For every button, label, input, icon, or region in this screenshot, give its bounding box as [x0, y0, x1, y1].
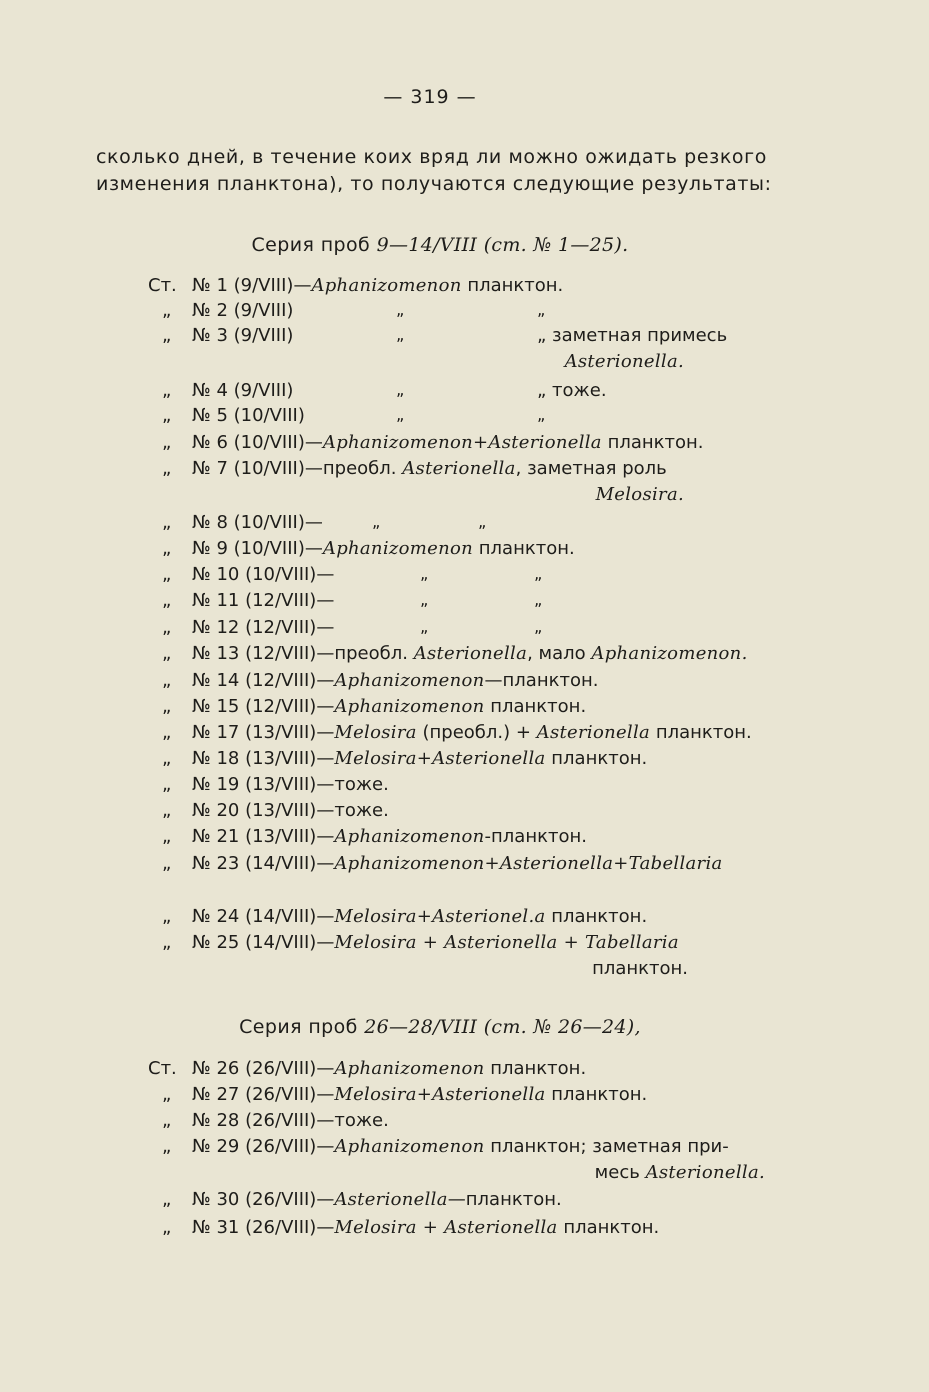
- row-text: (преобл.) +: [416, 722, 537, 743]
- row-separator: —: [293, 275, 312, 296]
- row-text: месь: [594, 1162, 646, 1183]
- station-number: № 11: [192, 590, 246, 611]
- row-body: [192, 617, 334, 638]
- sample-date: (10/VIII): [233, 405, 305, 426]
- sample-date: (10/VIII): [233, 432, 305, 453]
- row-body: [192, 1084, 647, 1105]
- station-number: № 31: [192, 1217, 246, 1238]
- row-text: планктон.: [592, 958, 688, 979]
- taxon-name: Aphanizomenon: [334, 1058, 485, 1079]
- list-item: [148, 325, 788, 349]
- ditto-mark: „: [396, 300, 405, 319]
- taxon-name: Asterionella: [536, 722, 651, 743]
- sample-date: (9/VIII): [233, 300, 294, 321]
- row-note: „ заметная примесь: [537, 325, 728, 346]
- row-separator: —тоже.: [316, 800, 389, 821]
- sample-date: (13/VIII): [245, 800, 317, 821]
- taxon-name: Aphanizomenon: [334, 1136, 485, 1157]
- station-number: № 14: [192, 670, 246, 691]
- station-number: № 24: [192, 906, 246, 927]
- row-text: —планктон.: [447, 1189, 562, 1210]
- list-item: [148, 932, 788, 956]
- row-body: [192, 1058, 586, 1079]
- series-heading-stations: (ст. № 1—25).: [483, 234, 629, 256]
- list-item: [148, 643, 788, 667]
- station-number: № 10: [192, 564, 246, 585]
- station-number: № 21: [192, 826, 246, 847]
- row-separator: —: [316, 1136, 335, 1157]
- sample-date: (10/VIII)—: [233, 512, 323, 533]
- sample-date: (14/VIII): [245, 853, 317, 874]
- row-separator: —: [316, 932, 335, 953]
- list-item: [148, 1084, 788, 1108]
- sample-date: (26/VIII): [245, 1136, 317, 1157]
- sample-date: (12/VIII)—: [245, 590, 335, 611]
- taxon-name: Melosira+Asterionella: [334, 748, 546, 769]
- taxon-name: Aphanizomenon: [311, 275, 462, 296]
- station-number: № 18: [192, 748, 246, 769]
- sample-date: (26/VIII): [245, 1084, 317, 1105]
- row-body: [192, 325, 293, 346]
- sample-date: (10/VIII): [233, 538, 305, 559]
- station-number: № 28: [192, 1110, 246, 1131]
- row-prefix: Ст.: [148, 275, 177, 296]
- taxon-name: Aphanizomenon: [334, 696, 485, 717]
- row-prefix: „: [162, 512, 172, 533]
- list-item: [148, 590, 788, 614]
- station-number: № 27: [192, 1084, 246, 1105]
- intro-line-2: изменения планктона), то получаются следующие результаты:: [96, 173, 772, 195]
- taxon-name: Aphanizomenon.: [591, 643, 748, 664]
- row-body: [192, 432, 704, 453]
- station-number: № 15: [192, 696, 246, 717]
- list-item: [148, 774, 788, 798]
- list-item: [148, 826, 788, 850]
- row-separator: —тоже.: [316, 774, 389, 795]
- station-number: № 25: [192, 932, 246, 953]
- taxon-name: Asterionella.: [564, 351, 684, 372]
- station-number: № 3: [192, 325, 234, 346]
- row-text: планктон.: [473, 538, 575, 559]
- row-prefix: „: [162, 1189, 172, 1210]
- station-number: № 20: [192, 800, 246, 821]
- sample-date: (10/VIII): [233, 458, 305, 479]
- ditto-mark: „: [534, 564, 543, 583]
- row-separator: —: [316, 826, 335, 847]
- taxon-name: Melosira+Asterionel.a: [334, 906, 546, 927]
- series-heading-2: [0, 1016, 880, 1038]
- taxon-name: Melosira: [334, 722, 417, 743]
- row-prefix: „: [162, 325, 172, 346]
- station-number: № 26: [192, 1058, 246, 1079]
- row-text: планктон.: [650, 722, 752, 743]
- row-prefix: „: [162, 458, 172, 479]
- sample-date: (26/VIII): [245, 1058, 317, 1079]
- taxon-name: Asterionella: [413, 643, 528, 664]
- station-number: № 2: [192, 300, 234, 321]
- row-separator: —: [316, 1058, 335, 1079]
- ditto-mark: „: [420, 617, 429, 636]
- row-separator: —: [316, 1084, 335, 1105]
- sample-date: (12/VIII): [245, 643, 317, 664]
- row-body: [192, 774, 389, 795]
- row-body: [192, 538, 575, 559]
- list-item: [148, 458, 788, 482]
- station-number: № 23: [192, 853, 246, 874]
- row-separator: —: [316, 1217, 335, 1238]
- row-separator: —преобл.: [316, 643, 414, 664]
- row-body: [192, 670, 598, 691]
- list-item: [148, 432, 788, 456]
- station-number: № 12: [192, 617, 246, 638]
- row-body: [192, 564, 334, 585]
- row-body: [192, 300, 293, 321]
- row-prefix: „: [162, 722, 172, 743]
- sample-date: (13/VIII): [245, 826, 317, 847]
- row-separator: —: [316, 722, 335, 743]
- series-heading-prefix: Серия проб: [239, 1016, 358, 1038]
- list-item: [148, 1058, 788, 1082]
- sample-date: (9/VIII): [233, 325, 294, 346]
- row-body: [192, 722, 752, 743]
- row-separator: —тоже.: [316, 1110, 389, 1131]
- row-text: планктон.: [545, 906, 648, 927]
- row-body: [192, 800, 389, 821]
- row-prefix: „: [162, 617, 172, 638]
- list-item: [148, 800, 788, 824]
- sample-date: (9/VIII): [233, 275, 294, 296]
- taxon-name: Melosira + Asterionella: [334, 1217, 558, 1238]
- taxon-name: Aphanizomenon: [334, 826, 485, 847]
- page-number: — 319 —: [383, 86, 477, 108]
- station-number: № 13: [192, 643, 246, 664]
- list-item: [148, 300, 788, 324]
- ditto-mark: „: [534, 590, 543, 609]
- list-item: [148, 696, 788, 720]
- row-body: [192, 748, 647, 769]
- row-text: планктон.: [484, 1058, 587, 1079]
- sample-date: (26/VIII): [245, 1110, 317, 1131]
- row-separator: —: [304, 538, 323, 559]
- list-item: [148, 853, 788, 877]
- row-body: [192, 590, 334, 611]
- row-text: планктон; заметная при-: [484, 1136, 729, 1157]
- sample-date: (9/VIII): [233, 380, 294, 401]
- intro-line-1: сколько дней, в течение коих вряд ли можно ожидать резкого: [96, 146, 767, 168]
- row-prefix: „: [162, 380, 172, 401]
- continuation-line: [595, 1162, 765, 1183]
- row-note: „ тоже.: [537, 380, 607, 401]
- station-number: № 30: [192, 1189, 246, 1210]
- row-body: [192, 906, 647, 927]
- row-prefix: „: [162, 1217, 172, 1238]
- row-body: [192, 1110, 389, 1131]
- list-item: [148, 538, 788, 562]
- list-item: [148, 512, 788, 536]
- row-text: планктон.: [557, 1217, 660, 1238]
- row-prefix: „: [162, 670, 172, 691]
- row-prefix: „: [162, 800, 172, 821]
- list-item: [148, 1136, 788, 1160]
- row-prefix: „: [162, 538, 172, 559]
- continuation-line: [565, 351, 684, 372]
- ditto-mark: „: [420, 564, 429, 583]
- ditto-mark: „: [396, 325, 405, 344]
- ditto-mark: „: [396, 380, 405, 399]
- ditto-mark: „: [537, 405, 546, 424]
- row-body: [192, 853, 723, 874]
- row-text: , мало: [527, 643, 592, 664]
- taxon-name: Melosira + Asterionella + Tabellaria: [334, 932, 679, 953]
- list-item: [148, 405, 788, 429]
- row-text: —планктон.: [484, 670, 599, 691]
- sample-date: (13/VIII): [245, 722, 317, 743]
- row-text: , заметная роль: [515, 458, 667, 479]
- row-separator: —: [316, 906, 335, 927]
- station-number: № 4: [192, 380, 234, 401]
- row-prefix: „: [162, 405, 172, 426]
- taxon-name: Aphanizomenon: [322, 538, 474, 559]
- taxon-name: Melosira.: [595, 484, 684, 505]
- taxon-name: Asterionella: [334, 1189, 448, 1210]
- row-prefix: „: [162, 1136, 172, 1157]
- row-body: [192, 643, 748, 664]
- ditto-mark: „: [420, 590, 429, 609]
- row-text: планктон.: [545, 1084, 648, 1105]
- series-heading-1: [0, 234, 880, 256]
- sample-date: (26/VIII): [245, 1189, 317, 1210]
- sample-date: (12/VIII): [245, 696, 317, 717]
- row-separator: —: [316, 853, 335, 874]
- series-heading-prefix: Серия проб: [251, 234, 371, 256]
- row-separator: —: [316, 748, 335, 769]
- station-number: № 5: [192, 405, 234, 426]
- row-separator: —преобл.: [304, 458, 403, 479]
- row-prefix: „: [162, 432, 172, 453]
- row-prefix: „: [162, 1084, 172, 1105]
- sample-date: (14/VIII): [245, 906, 317, 927]
- station-number: № 1: [192, 275, 234, 296]
- taxon-name: Aphanizomenon+Asterionella+Tabellaria: [334, 853, 723, 874]
- list-item: [148, 1189, 788, 1213]
- ditto-mark: „: [396, 405, 405, 424]
- station-number: № 6: [192, 432, 234, 453]
- row-separator: —: [316, 670, 335, 691]
- list-item: [148, 564, 788, 588]
- row-body: [192, 512, 323, 533]
- continuation-line: [592, 958, 688, 979]
- taxon-name: Aphanizomenon: [334, 670, 485, 691]
- row-prefix: Ст.: [148, 1058, 177, 1079]
- row-prefix: „: [162, 300, 172, 321]
- series-heading-stations: (ст. № 26—24),: [483, 1016, 641, 1038]
- row-body: [192, 1136, 729, 1157]
- station-number: № 29: [192, 1136, 246, 1157]
- continuation-line: [596, 484, 684, 505]
- row-body: [192, 380, 293, 401]
- list-item: [148, 722, 788, 746]
- station-number: № 9: [192, 538, 234, 559]
- station-number: № 19: [192, 774, 246, 795]
- list-item: [148, 670, 788, 694]
- taxon-name: Asterionella.: [645, 1162, 765, 1183]
- row-text: -планктон.: [484, 826, 587, 847]
- list-item: [148, 275, 788, 299]
- sample-date: (26/VIII): [245, 1217, 317, 1238]
- sample-date: (13/VIII): [245, 774, 317, 795]
- sample-date: (12/VIII)—: [245, 617, 335, 638]
- row-separator: —: [304, 432, 323, 453]
- row-prefix: „: [162, 564, 172, 585]
- row-body: [192, 1189, 562, 1210]
- row-prefix: „: [162, 906, 172, 927]
- row-text: планктон.: [484, 696, 587, 717]
- series-heading-range: 26—28/VIII: [364, 1016, 478, 1038]
- row-body: [192, 275, 563, 296]
- taxon-name: Aphanizomenon+Asterionella: [322, 432, 602, 453]
- row-prefix: „: [162, 932, 172, 953]
- station-number: № 17: [192, 722, 246, 743]
- ditto-mark: „: [537, 300, 546, 319]
- row-prefix: „: [162, 748, 172, 769]
- station-number: № 7: [192, 458, 234, 479]
- series-heading-range: 9—14/VIII: [376, 234, 478, 256]
- row-body: [192, 1217, 659, 1238]
- list-item: [148, 748, 788, 772]
- ditto-mark: „: [534, 617, 543, 636]
- row-prefix: „: [162, 590, 172, 611]
- row-prefix: „: [162, 696, 172, 717]
- row-separator: —: [316, 696, 335, 717]
- row-text: планктон.: [545, 748, 648, 769]
- row-text: планктон.: [601, 432, 704, 453]
- row-body: [192, 826, 587, 847]
- row-prefix: „: [162, 643, 172, 664]
- row-prefix: „: [162, 826, 172, 847]
- list-item: [148, 380, 788, 404]
- station-number: № 8: [192, 512, 234, 533]
- row-text: планктон.: [461, 275, 564, 296]
- row-body: [192, 458, 667, 479]
- sample-date: (13/VIII): [245, 748, 317, 769]
- sample-date: (12/VIII): [245, 670, 317, 691]
- list-item: [148, 1110, 788, 1134]
- row-prefix: „: [162, 853, 172, 874]
- taxon-name: Asterionella: [402, 458, 516, 479]
- row-body: [192, 932, 679, 953]
- row-prefix: „: [162, 774, 172, 795]
- row-separator: —: [316, 1189, 335, 1210]
- taxon-name: Melosira+Asterionella: [334, 1084, 546, 1105]
- row-prefix: „: [162, 1110, 172, 1131]
- list-item: [148, 906, 788, 930]
- ditto-mark: „: [478, 512, 487, 531]
- sample-date: (14/VIII): [245, 932, 317, 953]
- sample-date: (10/VIII)—: [245, 564, 335, 585]
- list-item: [148, 1217, 788, 1241]
- row-body: [192, 696, 586, 717]
- ditto-mark: „: [372, 512, 381, 531]
- list-item: [148, 617, 788, 641]
- row-body: [192, 405, 305, 426]
